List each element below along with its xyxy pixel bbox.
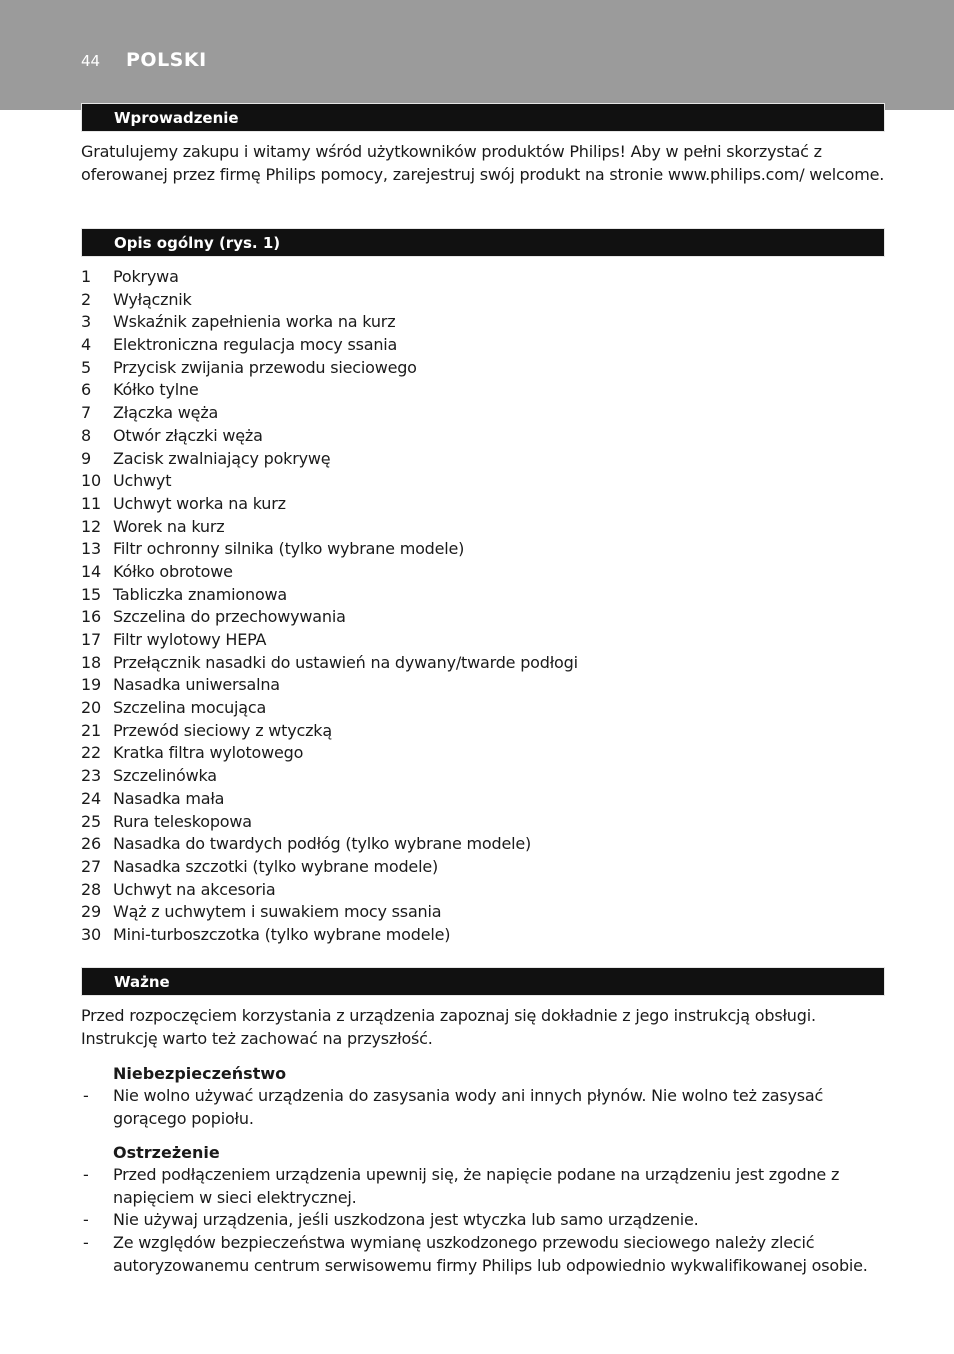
list-item-number: 2 <box>81 289 91 309</box>
list-item-number: 3 <box>81 312 91 332</box>
intro-paragraph: Gratulujemy zakupu i witamy wśród użytkowników produktów Philips! Aby w pełni skorzystać z oferowanej przez firmę Philips pomocy, zarejestruj swój produkt na stronie www.philips.com/ welcome. <box>81 142 885 184</box>
list-item-label: Nasadka do twardych podłóg (tylko wybrane modele) <box>113 834 532 854</box>
list-item-label: Przewód sieciowy z wtyczką <box>113 720 332 740</box>
list-item <box>81 856 891 879</box>
list-item <box>81 425 891 448</box>
list-item-label: Uchwyt worka na kurz <box>113 493 286 513</box>
list-item <box>81 357 891 380</box>
bullet-text: Nie używaj urządzenia, jeśli uszkodzona jest wtyczka lub samo urządzenie. <box>113 1210 699 1229</box>
list-item <box>81 674 891 697</box>
section-header-intro <box>81 103 885 132</box>
bullet-dash: - <box>83 1233 89 1252</box>
list-item-label: Uchwyt <box>113 471 172 491</box>
list-item-number: 26 <box>81 834 101 854</box>
list-item-number: 22 <box>81 743 101 763</box>
list-item-number: 4 <box>81 335 91 355</box>
list-item-number: 27 <box>81 856 101 876</box>
list-item <box>81 311 891 334</box>
list-item-number: 10 <box>81 471 101 491</box>
list-item <box>81 470 891 493</box>
list-item-label: Zacisk zwalniający pokrywę <box>113 448 331 468</box>
danger-heading: Niebezpieczeństwo <box>113 1064 287 1083</box>
list-item-label: Nasadka mała <box>113 788 225 808</box>
list-item-label: Kółko obrotowe <box>113 561 233 581</box>
list-item-label: Filtr wylotowy HEPA <box>113 630 267 649</box>
list-item-number: 21 <box>81 720 101 740</box>
bullet-dash: - <box>83 1210 89 1229</box>
list-item-label: Wskaźnik zapełnienia worka na kurz <box>113 312 396 332</box>
list-item-label: Kratka filtra wylotowego <box>113 743 304 763</box>
list-item-number: 25 <box>81 811 101 831</box>
list-item-label: Wąż z uchwytem i suwakiem mocy ssania <box>113 902 442 922</box>
list-item-label: Filtr ochronny silnika (tylko wybrane modele) <box>113 539 465 559</box>
list-item <box>81 379 891 402</box>
list-item <box>81 811 891 834</box>
list-item-label: Worek na kurz <box>113 516 225 536</box>
bullet-text: Przed podłączeniem urządzenia upewnij się, że napięcie podane na urządzeniu jest zgodne z napięciem w sieci elektrycznej. <box>113 1165 840 1207</box>
list-item-number: 6 <box>81 380 91 400</box>
list-item-number: 7 <box>81 403 91 423</box>
list-item <box>81 629 891 652</box>
list-item <box>81 266 891 289</box>
list-item-label: Szczelina mocująca <box>113 698 267 718</box>
list-item <box>81 652 891 675</box>
list-item-number: 19 <box>81 675 101 695</box>
list-item-number: 24 <box>81 788 101 808</box>
list-item-number: 17 <box>81 630 101 649</box>
bullet-dash: - <box>83 1086 89 1105</box>
section-title: Wprowadzenie <box>114 109 239 127</box>
list-item <box>81 788 891 811</box>
list-item-label: Rura teleskopowa <box>113 811 252 831</box>
list-item-number: 14 <box>81 561 101 581</box>
list-item <box>81 924 891 947</box>
parts-list <box>81 266 891 947</box>
list-item-label: Szczelina do przechowywania <box>113 607 346 627</box>
list-item-number: 9 <box>81 448 91 468</box>
list-item-number: 18 <box>81 652 101 672</box>
list-item <box>81 334 891 357</box>
list-item-label: Elektroniczna regulacja mocy ssania <box>113 335 398 355</box>
section-header-overview <box>81 228 885 257</box>
list-item-label: Nasadka uniwersalna <box>113 675 280 695</box>
bullet-text: Nie wolno używać urządzenia do zasysania wody ani innych płynów. Nie wolno też zasysać gorącego popiołu. <box>113 1086 824 1128</box>
section-header-important <box>81 967 885 996</box>
list-item-number: 11 <box>81 493 101 513</box>
list-item-label: Wyłącznik <box>113 289 192 309</box>
list-item <box>81 402 891 425</box>
warning-heading: Ostrzeżenie <box>113 1143 220 1162</box>
important-paragraph: Przed rozpoczęciem korzystania z urządzenia zapoznaj się dokładnie z jego instrukcją obsługi. Instrukcję warto też zachować na przyszłość. <box>81 1006 816 1048</box>
list-item-number: 28 <box>81 879 101 899</box>
list-item-label: Złączka węża <box>113 403 219 423</box>
list-item-label: Uchwyt na akcesoria <box>113 879 276 899</box>
list-item <box>81 516 891 539</box>
list-item-number: 30 <box>81 924 101 944</box>
list-item-number: 15 <box>81 584 101 604</box>
list-item-label: Otwór złączki węża <box>113 425 263 445</box>
list-item-label: Przełącznik nasadki do ustawień na dywany/twarde podłogi <box>113 652 578 672</box>
list-item <box>81 606 891 629</box>
list-item <box>81 493 891 516</box>
list-item <box>81 879 891 902</box>
list-item-label: Nasadka szczotki (tylko wybrane modele) <box>113 856 439 876</box>
list-item-label: Mini-turboszczotka (tylko wybrane modele) <box>113 924 451 944</box>
list-item-number: 1 <box>81 267 91 286</box>
list-item-label: Pokrywa <box>113 267 179 286</box>
list-item-number: 5 <box>81 357 91 377</box>
list-item <box>81 833 891 856</box>
list-item <box>81 765 891 788</box>
list-item-number: 29 <box>81 902 101 922</box>
list-item-label: Szczelinówka <box>113 766 217 786</box>
section-title: Ważne <box>114 973 170 991</box>
list-item <box>81 742 891 765</box>
list-item-label: Kółko tylne <box>113 380 199 400</box>
list-item-number: 20 <box>81 698 101 718</box>
language-title: POLSKI <box>126 49 207 71</box>
page-number: 44 <box>81 52 101 70</box>
list-item-label: Przycisk zwijania przewodu sieciowego <box>113 357 417 377</box>
list-item-number: 13 <box>81 539 101 559</box>
list-item <box>81 720 891 743</box>
list-item <box>81 538 891 561</box>
list-item-label: Tabliczka znamionowa <box>113 584 288 604</box>
list-item <box>81 901 891 924</box>
bullet-dash: - <box>83 1165 89 1184</box>
header-band <box>0 0 954 110</box>
list-item-number: 8 <box>81 425 91 445</box>
section-title: Opis ogólny (rys. 1) <box>114 234 281 252</box>
list-item <box>81 448 891 471</box>
list-item-number: 23 <box>81 766 101 786</box>
list-item <box>81 561 891 584</box>
list-item <box>81 289 891 312</box>
list-item <box>81 697 891 720</box>
list-item <box>81 584 891 607</box>
list-item-number: 12 <box>81 516 101 536</box>
bullet-text: Ze względów bezpieczeństwa wymianę uszkodzonego przewodu sieciowego należy zlecić autoryzowanemu centrum serwisowemu firmy Philips lub odpowiednio wykwalifikowanej osobie. <box>113 1233 868 1275</box>
list-item-number: 16 <box>81 607 101 627</box>
